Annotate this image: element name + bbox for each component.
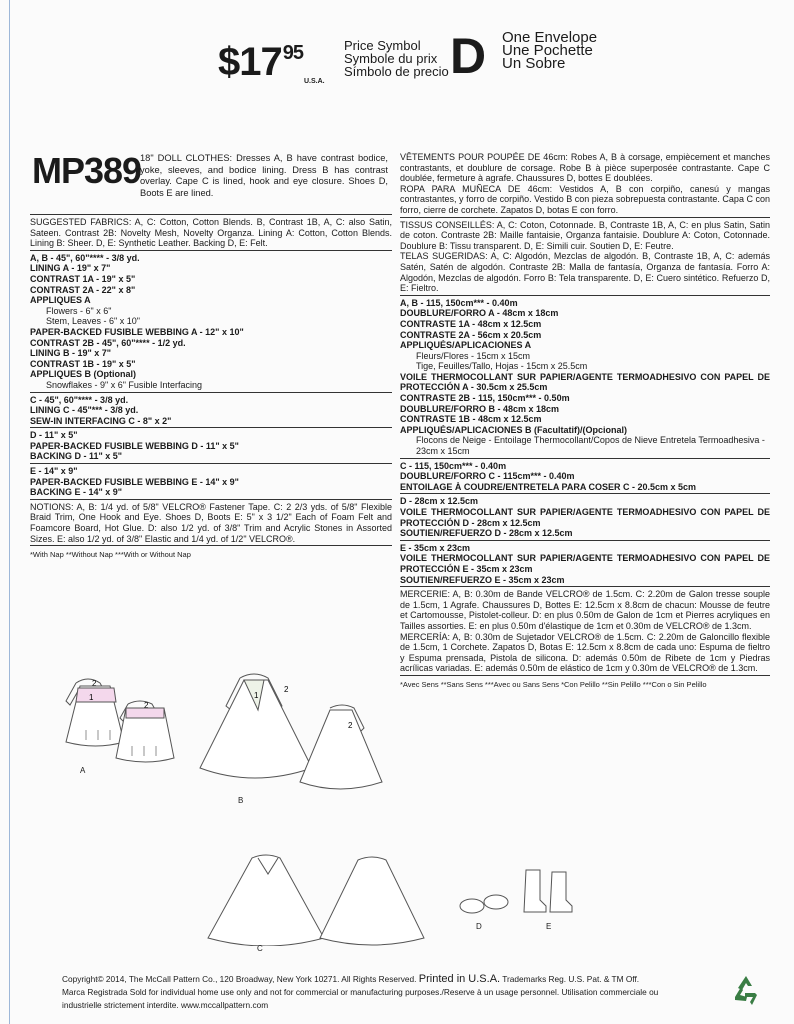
trademark-text: Trademarks Reg. U.S. Pat. & TM Off. bbox=[502, 974, 640, 984]
copyright-text: Copyright© 2014, The McCall Pattern Co., 120 Broadway, New York 10271. All Rights Reserved. bbox=[62, 974, 417, 984]
fabrics-fr: TISSUS CONSEILLÉS: A, C: Coton, Cotonnade. B, Contraste 1B, A, C: en plus Satin, Satin de coton. Contraste 2B: Maille fantaisie, Organza fantaisie. Doublure A: Coton, Cotonnade. Doublure B: Tissu transparent. D, E: Simili cuir. Soutien D, E: Feutre. bbox=[400, 219, 770, 251]
metric-line: ENTOILAGE À COUDRE/ENTRETELA PARA COSER C - 20.5cm x 5cm bbox=[400, 481, 697, 492]
metric-line: SOUTIEN/REFUERZO D - 28cm x 12.5cm bbox=[400, 528, 573, 539]
notions-es: MERCERÍA: A, B: 0.30m de Sujetador VELCRO® de 1.5cm. C: 2.20m de Galoncillo flexible de 1.5cm, 1 Corchete. Zapatos D, Botas E: 12.5cm x 8.8cm de cada uno: Espuma de fieltro y Espuma prensada, Pistola de silicona. D: además 0.50m de Ribete de 1cm y Piedras acrílicas variadas. E: además 0.50m de elástico de 1cm y 0.30m de VELCRO® de 1.3cm. bbox=[400, 631, 770, 674]
envelope-es: Un Sobre bbox=[502, 55, 566, 72]
price-symbol-es: Símbolo de precio bbox=[344, 64, 449, 79]
metric-line: A, B - 115, 150cm*** - 0.40m bbox=[400, 297, 518, 308]
price-symbol-en: Price Symbol bbox=[344, 38, 421, 53]
yardage-line: Snowflakes - 9" x 6" Fusible Interfacing bbox=[46, 379, 202, 390]
notions-fr: MERCERIE: A, B: 0.30m de Bande VELCRO® de 1.5cm. C: 2.20m de Galon tresse souple de 1.5cm, 1 Agrafe. Chaussures D, Bottes E: 12.5cm x 8.8cm de chacun: Mousse de feutre et Cartomousse, Pistolet-colleur. D: en plus 0.50m de Galon de 1cm et Pierres acryliques en Tailles assorties. E: en plus 0.50m d'élastique de 1cm et 0.30m de VELCRO® de 1.3cm. bbox=[400, 589, 770, 631]
yardage-line: Flowers - 6" x 6" bbox=[46, 305, 112, 316]
yardage-line: D - 11" x 5" bbox=[30, 430, 78, 441]
view-d-label: D bbox=[476, 922, 482, 931]
yardage-line: E - 14" x 9" bbox=[30, 466, 78, 477]
illustration-view-e bbox=[520, 866, 580, 918]
copyright-line-2: Marca Registrada Sold for individual home use only and not for commercial or manufacturing purposes./Reserve à un usage personnel. Utilisation commerciale ou bbox=[62, 987, 659, 997]
yardage-line: APPLIQUES B (Optional) bbox=[30, 369, 137, 380]
envelope-en: One Envelope bbox=[502, 29, 598, 46]
callout-1-a: 1 bbox=[89, 693, 94, 702]
view-e-label: E bbox=[546, 922, 552, 931]
yardage-line: CONTRAST 2B - 45", 60"**** - 1/2 yd. bbox=[30, 337, 186, 348]
description-en: 18" DOLL CLOTHES: Dresses A, B have contrast bodice, yoke, sleeves, and bodice lining. Dress B has contrast overlay. Cape C is lined, hook and eye closure. Shoes D, Boots E are lined. bbox=[140, 153, 388, 198]
nap-legend-en: *With Nap **Without Nap ***With or Without Nap bbox=[30, 550, 191, 560]
left-column bbox=[30, 213, 392, 561]
yardage-line: C - 45", 60"**** - 3/8 yd. bbox=[30, 394, 129, 405]
recycle-icon bbox=[730, 973, 762, 1005]
yardage-line: PAPER-BACKED FUSIBLE WEBBING E - 14" x 9" bbox=[30, 476, 239, 487]
copyright-line-1 bbox=[62, 973, 742, 986]
view-b-label: B bbox=[238, 796, 244, 805]
yardage-line: CONTRAST 1A - 19" x 5" bbox=[30, 273, 136, 284]
metric-line: DOUBLURE/FORRO B - 48cm x 18cm bbox=[400, 403, 560, 414]
page-edge bbox=[9, 0, 10, 1024]
metric-line: DOUBLURE/FORRO A - 48cm x 18cm bbox=[400, 308, 559, 319]
envelope-letter: D bbox=[450, 28, 487, 84]
yardage-line: LINING B - 19" x 7" bbox=[30, 348, 112, 359]
yardage-line: BACKING D - 11" x 5" bbox=[30, 451, 123, 462]
callout-2-b: 2 bbox=[284, 685, 289, 694]
metric-line: Tige, Feuilles/Tallo, Hojas - 15cm x 25.5cm bbox=[416, 361, 588, 372]
envelope-label bbox=[502, 31, 597, 70]
price-symbol-label bbox=[344, 39, 449, 78]
metric-line: CONTRASTE 1B - 48cm x 12.5cm bbox=[400, 414, 542, 425]
description-es: ROPA PARA MUÑECA DE 46cm: Vestidos A, B con corpiño, canesú y mangas contrastantes, y forro de corpiño. Vestido B con pieza sobrepuesta contrastante. Capa C con forro, cierre de corchete. Zapatos D, botas E con forro. bbox=[400, 183, 770, 215]
illustration-view-b bbox=[190, 668, 390, 798]
metric-line: CONTRASTE 2B - 115, 150cm*** - 0.50m bbox=[400, 393, 570, 404]
yardage-line: CONTRAST 2A - 22" x 8" bbox=[30, 284, 136, 295]
yardage-line: CONTRAST 1B - 19" x 5" bbox=[30, 358, 136, 369]
metric-line: CONTRASTE 1A - 48cm x 12.5cm bbox=[400, 318, 542, 329]
metric-line: VOILE THERMOCOLLANT SUR PAPIER/AGENTE TERMOADHESIVO CON PAPEL DE PROTECCIÓN D - 28cm x 12.5cm bbox=[400, 507, 770, 528]
illustration-view-a bbox=[36, 668, 204, 778]
callout-2-a: 2 bbox=[92, 679, 97, 688]
yardage-line: Stem, Leaves - 6" x 10" bbox=[46, 316, 140, 327]
price-country: U.S.A. bbox=[304, 78, 325, 85]
metric-line: SOUTIEN/REFUERZO E - 35cm x 23cm bbox=[400, 574, 565, 585]
description-fr: VÊTEMENTS POUR POUPÉE DE 46cm: Robes A, B à corsage, empiècement et manches contrastants, et doublure de corsage. Robe B à pièce superposée contrastante. Cape C doublée, fermeture à agrafe. Chaussures D, bottes E doublées. bbox=[400, 152, 770, 184]
metric-line: VOILE THERMOCOLLANT SUR PAPIER/AGENTE TERMOADHESIVO CON PAPEL DE PROTECCIÓN A - 30.5cm x 25.5cm bbox=[400, 371, 770, 393]
callout-2-b2: 2 bbox=[348, 721, 353, 730]
metric-line: Fleurs/Flores - 15cm x 15cm bbox=[416, 350, 531, 361]
callout-1-b: 1 bbox=[254, 691, 259, 700]
envelope-fr: Une Pochette bbox=[502, 42, 593, 59]
metric-line: DOUBLURE/FORRO C - 115cm*** - 0.40m bbox=[400, 471, 575, 482]
metric-line: Flocons de Neige - Entoilage Thermocollant/Copos de Nieve Entretela Termoadhesiva - 23cm x 15cm bbox=[416, 435, 765, 457]
metric-line: D - 28cm x 12.5cm bbox=[400, 496, 479, 507]
illustration-view-c bbox=[198, 852, 426, 946]
nap-legend-fr-es: *Avec Sens **Sans Sens ***Avec ou Sans Sens *Con Pelillo **Sin Pelillo ***Con o Sin Pelillo bbox=[400, 679, 707, 689]
yardage-line: A, B - 45", 60"**** - 3/8 yd. bbox=[30, 252, 140, 263]
yardage-line: APPLIQUES A bbox=[30, 295, 91, 306]
metric-line: VOILE THERMOCOLLANT SUR PAPIER/AGENTE TERMOADHESIVO CON PAPEL DE PROTECCIÓN E - 35cm x 23cm bbox=[400, 553, 770, 574]
price bbox=[218, 40, 325, 85]
metric-line: APPLIQUÉS/APLICACIONES B (Facultatif)/(Opcional) bbox=[400, 424, 628, 435]
price-dollar: $17 bbox=[218, 40, 282, 84]
metric-line: C - 115, 150cm*** - 0.40m bbox=[400, 460, 507, 471]
yardage-line: BACKING E - 14" x 9" bbox=[30, 487, 123, 498]
copyright-line-3: industrielle strictement interdite. www.mccallpattern.com bbox=[62, 1000, 269, 1010]
yardage-line: PAPER-BACKED FUSIBLE WEBBING D - 11" x 5" bbox=[30, 440, 239, 451]
price-symbol-fr: Symbole du prix bbox=[344, 51, 438, 66]
printed-in: Printed in U.S.A. bbox=[418, 973, 501, 985]
fabrics-es: TELAS SUGERIDAS: A, C: Algodón, Mezclas de algodón. B, Contraste 1B, A, C: además Satén, Satén de algodón. Contraste 2B: Malla de fantasía, Organza de fantasía. Forro A: Algodón, Mezclas de algodón. Forro B: Tela transparente. D, E: Cuero sintético. Refuerzo D, E: Fieltro. bbox=[400, 251, 770, 294]
yardage-line: LINING C - 45"*** - 3/8 yd. bbox=[30, 405, 139, 416]
yardage-line: PAPER-BACKED FUSIBLE WEBBING A - 12" x 10" bbox=[30, 326, 244, 337]
copyright-block bbox=[62, 973, 742, 1012]
price-cents: 95 bbox=[282, 42, 303, 64]
right-column bbox=[400, 152, 770, 691]
illustration-view-d bbox=[458, 886, 514, 920]
notions: NOTIONS: A, B: 1/4 yd. of 5/8" VELCRO® Fastener Tape. C: 2 2/3 yds. of 5/8" Flexible Braid Trim, One Hook and Eye. Shoes D, Boots E: 5" x 3 1/2" Each of Foam Felt and Foamcore Board, Hot Glue. D: also 1/2 yd. of 3/8" Trim and Acrylic Stones in Assorted Sizes. E: also 1/2 yd. of 3/8" Elastic and 1/4 yd. of 1/2" VELCRO®. bbox=[30, 501, 392, 544]
callout-2-a2: 2 bbox=[144, 701, 149, 710]
yardage-line: SEW-IN INTERFACING C - 8" x 2" bbox=[30, 415, 172, 426]
metric-line: CONTRASTE 2A - 56cm x 20.5cm bbox=[400, 329, 542, 340]
pattern-number: MP389 bbox=[32, 150, 142, 191]
metric-line: APPLIQUÉS/APLICACIONES A bbox=[400, 340, 532, 351]
suggested-fabrics: SUGGESTED FABRICS: A, C: Cotton, Cotton Blends. B, Contrast 1B, A, C: also Satin, Sateen. Contrast 2B: Novelty Mesh, Novelty Organza. Lining A: Cotton, Cotton Blends. Lining B: Sheer. D, E: Synthetic Leather. Backing D, E: Felt. bbox=[30, 217, 392, 249]
view-a-label: A bbox=[80, 766, 86, 775]
yardage-line: LINING A - 19" x 7" bbox=[30, 263, 111, 274]
view-c-label: C bbox=[257, 944, 263, 953]
metric-line: E - 35cm x 23cm bbox=[400, 542, 471, 553]
